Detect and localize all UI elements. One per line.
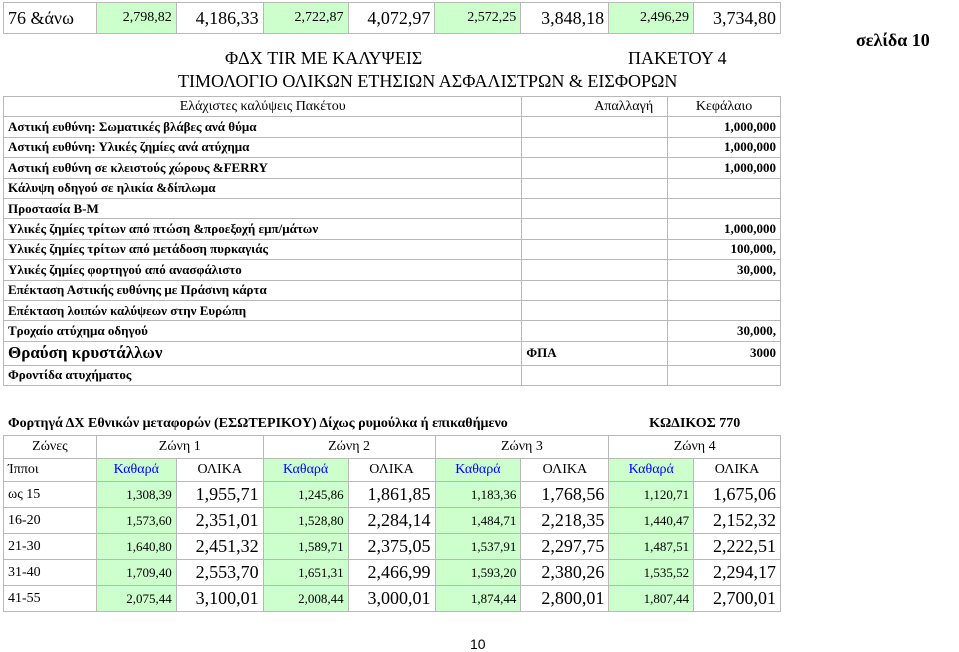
net-value: 1,308,39 — [96, 482, 176, 508]
net-value: 1,528,80 — [263, 508, 348, 534]
coverage-deductible — [522, 137, 668, 157]
coverage-row — [4, 178, 781, 198]
net-value: 1,640,80 — [96, 534, 176, 560]
net-value: 1,593,20 — [435, 560, 521, 586]
total-value: 2,466,99 — [348, 560, 435, 586]
net-value: 1,440,47 — [609, 508, 694, 534]
rate-row — [4, 534, 781, 560]
coverage-row — [4, 260, 781, 280]
rates-code: ΚΩΔΙΚΟΣ 770 — [609, 413, 781, 436]
net-header: Καθαρά — [263, 459, 348, 482]
coverage-label: Υλικές ζημίες τρίτων από μετάδοση πυρκαγιάς — [4, 239, 522, 259]
coverage-label: Αστική ευθύνη σε κλειστούς χώρους &FERRY — [4, 158, 522, 178]
total-value: 2,284,14 — [348, 508, 435, 534]
coverage-label: Αστική ευθύνη: Σωματικές βλάβες ανά θύμα — [4, 117, 522, 137]
total-value: 2,297,75 — [521, 534, 609, 560]
coverage-row — [4, 158, 781, 178]
coverage-capital: 30,000, — [668, 260, 781, 280]
coverage-deductible — [522, 260, 668, 280]
net-header: Καθαρά — [96, 459, 176, 482]
total-header: ΟΛΙΚΑ — [348, 459, 435, 482]
header-title-left: ΦΔΧ TIR ΜΕ ΚΑΛΥΨΕΙΣ — [225, 48, 423, 68]
rate-row — [4, 508, 781, 534]
coverage-deductible — [522, 300, 668, 320]
header-subtitle: ΤΙΜΟΛΟΓΙΟ ΟΛΙΚΩΝ ΕΤΗΣΙΩΝ ΑΣΦΑΛΙΣΤΡΩΝ & ΕΙΣΦΟΡΩΝ — [178, 71, 678, 91]
net-header: Καθαρά — [609, 459, 694, 482]
total-header: ΟΛΙΚΑ — [176, 459, 263, 482]
hp-band: 16-20 — [4, 508, 97, 534]
total-value: 2,553,70 — [176, 560, 263, 586]
total-header: ΟΛΙΚΑ — [521, 459, 609, 482]
total-value: 2,700,01 — [694, 586, 781, 612]
coverage-label: Υλικές ζημίες τρίτων από πτώση &προεξοχή εμπ/μάτων — [4, 219, 522, 239]
coverage-table — [3, 96, 781, 386]
coverage-row — [4, 321, 781, 341]
total-header: ΟΛΙΚΑ — [694, 459, 781, 482]
coverage-deductible — [522, 321, 668, 341]
net-value: 1,874,44 — [435, 586, 521, 612]
net-value: 2,075,44 — [96, 586, 176, 612]
coverage-label: Θραύση κρυστάλλων — [4, 341, 522, 365]
zones-label: Ζώνες — [4, 436, 97, 459]
coverage-capital: 1,000,000 — [668, 117, 781, 137]
total-value: 2,294,17 — [694, 560, 781, 586]
net-value: 1,651,31 — [263, 560, 348, 586]
hp-band: 21-30 — [4, 534, 97, 560]
coverage-capital: 3000 — [668, 341, 781, 365]
total-value: 2,152,32 — [694, 508, 781, 534]
total-value: 2,451,32 — [176, 534, 263, 560]
total-value: 1,955,71 — [176, 482, 263, 508]
subheader-row — [4, 459, 781, 482]
page-label — [856, 30, 930, 51]
total-value-cell: 3,848,18 — [521, 3, 609, 34]
coverage-capital — [668, 280, 781, 300]
total-value: 2,380,26 — [521, 560, 609, 586]
zone-2-header: Ζώνη 2 — [263, 436, 435, 459]
rate-row — [4, 482, 781, 508]
coverage-capital — [668, 178, 781, 198]
net-value: 1,573,60 — [96, 508, 176, 534]
total-value: 3,100,01 — [176, 586, 263, 612]
hp-label: Ίπποι — [4, 459, 97, 482]
coverage-deductible: ΦΠΑ — [522, 341, 668, 365]
net-value-cell: 2,722,87 — [263, 3, 348, 34]
coverage-row — [4, 117, 781, 137]
rate-row — [4, 586, 781, 612]
hp-band: ως 15 — [4, 482, 97, 508]
coverage-col-capital: Κεφάλαιο — [668, 97, 781, 117]
header-title-right: ΠΑΚΕΤΟΥ 4 — [628, 48, 727, 68]
total-value: 2,375,05 — [348, 534, 435, 560]
coverage-label: Φροντίδα ατυχήματος — [4, 365, 522, 385]
coverage-deductible — [522, 117, 668, 137]
coverage-deductible — [522, 219, 668, 239]
total-value: 2,351,01 — [176, 508, 263, 534]
coverage-capital — [668, 198, 781, 218]
coverage-label: Αστική ευθύνη: Υλικές ζημίες ανά ατύχημα — [4, 137, 522, 157]
coverage-header-row — [4, 97, 781, 117]
net-value-cell: 2,572,25 — [435, 3, 521, 34]
net-value: 1,537,91 — [435, 534, 521, 560]
coverage-capital: 1,000,000 — [668, 219, 781, 239]
net-value: 2,008,44 — [263, 586, 348, 612]
total-value-cell: 3,734,80 — [694, 3, 781, 34]
coverage-row — [4, 280, 781, 300]
total-value: 2,218,35 — [521, 508, 609, 534]
age-band-cell: 76 &άνω — [4, 3, 97, 34]
net-value: 1,807,44 — [609, 586, 694, 612]
coverage-row — [4, 365, 781, 385]
coverage-deductible — [522, 178, 668, 198]
coverage-row — [4, 300, 781, 320]
hp-band: 31-40 — [4, 560, 97, 586]
zone-1-header: Ζώνη 1 — [96, 436, 263, 459]
coverage-deductible — [522, 239, 668, 259]
zone-4-header: Ζώνη 4 — [609, 436, 781, 459]
net-value: 1,535,52 — [609, 560, 694, 586]
coverage-deductible — [522, 280, 668, 300]
rates-table — [3, 412, 781, 612]
rate-row — [4, 560, 781, 586]
page-label-number: 10 — [911, 30, 930, 50]
rates-title-row — [4, 413, 781, 436]
page-label-text: σελίδα — [856, 30, 908, 50]
total-value-cell: 4,072,97 — [348, 3, 435, 34]
hp-band: 41-55 — [4, 586, 97, 612]
net-value: 1,709,40 — [96, 560, 176, 586]
net-value: 1,245,86 — [263, 482, 348, 508]
coverage-row — [4, 219, 781, 239]
net-value-cell: 2,496,29 — [609, 3, 694, 34]
net-header: Καθαρά — [435, 459, 521, 482]
rates-title: Φορτηγά ΔΧ Εθνικών μεταφορών (ΕΣΩΤΕΡΙΚΟΥ) Δίχως ρυμούλκα ή επικαθήμενο — [4, 413, 609, 436]
coverage-capital — [668, 300, 781, 320]
coverage-row — [4, 239, 781, 259]
total-value-cell: 4,186,33 — [176, 3, 263, 34]
total-value: 2,222,51 — [694, 534, 781, 560]
coverage-label: Υλικές ζημίες φορτηγού από ανασφάλιστο — [4, 260, 522, 280]
coverage-row — [4, 198, 781, 218]
total-value: 1,861,85 — [348, 482, 435, 508]
total-value: 1,675,06 — [694, 482, 781, 508]
coverage-row — [4, 341, 781, 365]
total-value: 3,000,01 — [348, 586, 435, 612]
coverage-label: Επέκταση Αστικής ευθύνης με Πράσινη κάρτα — [4, 280, 522, 300]
coverage-row — [4, 137, 781, 157]
net-value-cell: 2,798,82 — [96, 3, 176, 34]
coverage-label: Τροχαίο ατύχημα οδηγού — [4, 321, 522, 341]
zone-3-header: Ζώνη 3 — [435, 436, 609, 459]
coverage-label: Προστασία Β-Μ — [4, 198, 522, 218]
coverage-capital — [668, 365, 781, 385]
zones-row — [4, 436, 781, 459]
net-value: 1,487,51 — [609, 534, 694, 560]
coverage-capital: 100,000, — [668, 239, 781, 259]
coverage-label: Κάλυψη οδηγού σε ηλικία &δίπλωμα — [4, 178, 522, 198]
net-value: 1,589,71 — [263, 534, 348, 560]
net-value: 1,484,71 — [435, 508, 521, 534]
total-value: 2,800,01 — [521, 586, 609, 612]
coverage-deductible — [522, 365, 668, 385]
previous-page-last-row — [3, 2, 781, 34]
footer-page-number: 10 — [470, 636, 486, 652]
net-value: 1,120,71 — [609, 482, 694, 508]
coverage-deductible — [522, 158, 668, 178]
total-value: 1,768,56 — [521, 482, 609, 508]
coverage-col-label: Ελάχιστες καλύψεις Πακέτου — [4, 97, 522, 117]
coverage-capital: 30,000, — [668, 321, 781, 341]
coverage-capital: 1,000,000 — [668, 158, 781, 178]
coverage-label: Επέκταση λοιπών καλύψεων στην Ευρώπη — [4, 300, 522, 320]
coverage-capital: 1,000,000 — [668, 137, 781, 157]
net-value: 1,183,36 — [435, 482, 521, 508]
coverage-col-deductible: Απαλλαγή — [522, 97, 668, 117]
coverage-deductible — [522, 198, 668, 218]
